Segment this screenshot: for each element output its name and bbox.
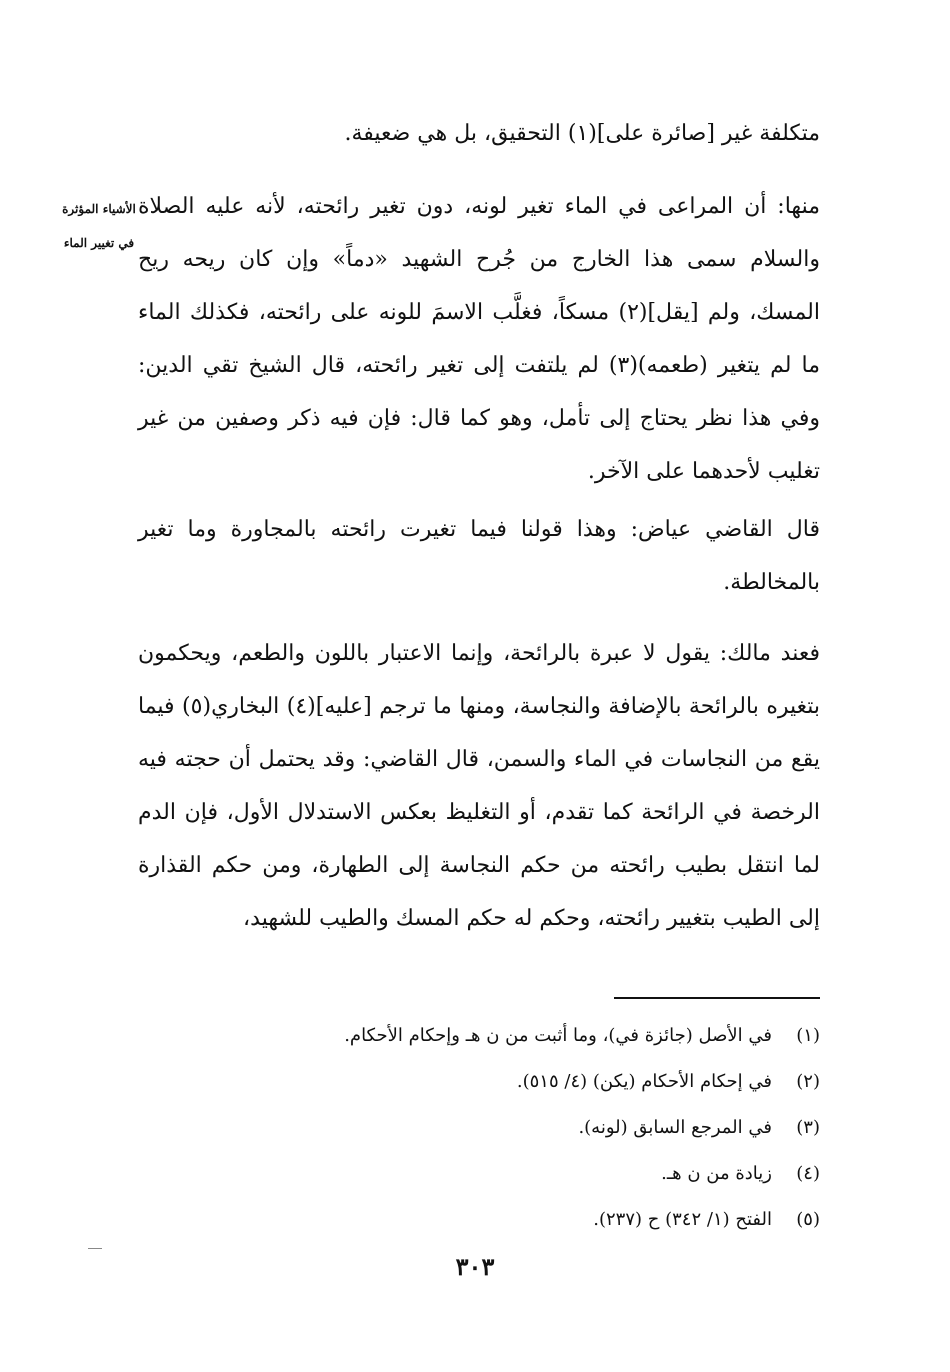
footnote-item	[138, 1151, 820, 1197]
footnote-text: في الأصل (جائزة في)، وما أثبت من ن هـ وإحكام الأحكام.	[344, 1025, 772, 1046]
margin-note	[40, 192, 158, 260]
body-paragraph-2	[138, 180, 820, 498]
footnote-text: الفتح (١/ ٣٤٢) ح (٢٣٧).	[593, 1209, 772, 1230]
footnote-item	[138, 1197, 820, 1243]
footnote-item	[138, 1105, 820, 1151]
footnote-item	[138, 1013, 820, 1059]
footnote-number: (٤)	[796, 1163, 820, 1184]
footnote-number: (٢)	[796, 1071, 820, 1092]
paragraph-text: منها: أن المراعى في الماء تغير لونه، دون تغير رائحته، لأنه عليه الصلاة والسلام سمى هذا الخارج من جُرح الشهيد «دماً» وإن كان ريحه ريح المسك، ولم [يقل](٢) مسكاً، فغلَّب الاسمَ للونه على رائحته، فكذلك الماء ما لم يتغير (طعمه)(٣) لم يلتفت إلى تغير رائحته، قال الشيخ تقي الدين: وفي هذا نظر يحتاج إلى تأمل، وهو كما قال: فإن فيه ذكر وصفين من غير تغليب لأحدهما على الآخر.	[138, 194, 821, 484]
footnote-item	[138, 1059, 820, 1105]
paragraph-text: فعند مالك: يقول لا عبرة بالرائحة، وإنما الاعتبار باللون والطعم، ويحكمون بتغيره بالرائحة بالإضافة والنجاسة، ومنها ما ترجم [عليه](٤) البخاري(٥) فيما يقع من النجاسات في الماء والسمن، قال القاضي: وقد يحتمل أن حجته فيه الرخصة في الرائحة كما تقدم، أو التغليظ بعكس الاستدلال الأول، فإن الدم لما انتقل بطيب رائحته من حكم النجاسة إلى الطهارة، ومن حكم القذارة إلى الطيب بتغيير رائحته، وحكم له حكم المسك والطيب للشهيد،	[138, 641, 820, 931]
footnote-number: (٥)	[796, 1209, 820, 1230]
margin-note-line: الأشياء المؤثرة	[62, 202, 136, 216]
paragraph-text: قال القاضي عياض: وهذا قولنا فيما تغيرت رائحته بالمجاورة وما تغير بالمخالطة.	[138, 517, 820, 595]
footnote-text: في المرجع السابق (لونه).	[578, 1117, 772, 1138]
footnotes	[138, 1013, 820, 1243]
body-paragraph-4	[138, 627, 820, 945]
body-paragraph-1	[138, 107, 820, 160]
scan-mark	[88, 1248, 102, 1249]
footnote-text: في إحكام الأحكام (يكن) (٤/ ٥١٥).	[516, 1071, 772, 1092]
footnote-text: زيادة من ن هـ.	[661, 1163, 772, 1184]
footnote-number: (١)	[796, 1025, 820, 1046]
paragraph-text: متكلفة غير [صائرة على](١) التحقيق، بل هي ضعيفة.	[344, 121, 820, 146]
page-number: ٣٠٣	[455, 1252, 495, 1281]
footnote-number: (٣)	[796, 1117, 820, 1138]
body-paragraph-3	[138, 503, 820, 609]
margin-note-line: في تغيير الماء	[63, 236, 135, 250]
footnote-separator	[614, 997, 820, 999]
